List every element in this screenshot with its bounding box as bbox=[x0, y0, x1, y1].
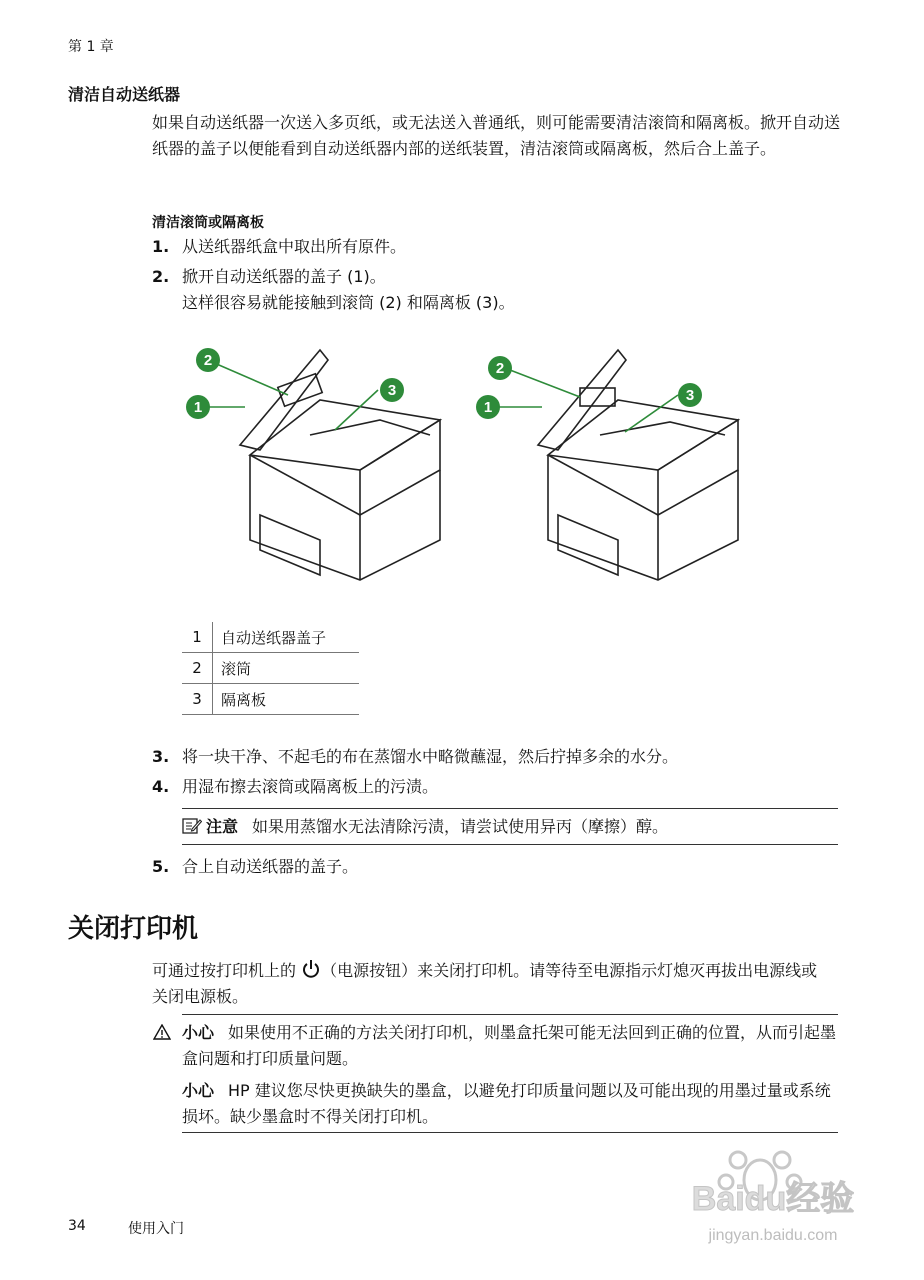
step-number: 1. bbox=[152, 237, 170, 256]
callout-number: 2 bbox=[203, 352, 213, 369]
step-2-detail: 这样很容易就能接触到滚筒 (2) 和隔离板 (3)。 bbox=[182, 293, 515, 312]
footer-label: 使用入门 bbox=[128, 1221, 184, 1237]
legend-number: 2 bbox=[182, 653, 213, 684]
page-number: 34 bbox=[68, 1218, 86, 1234]
printer-right bbox=[538, 350, 738, 580]
step-text: 掀开自动送纸器的盖子 (1)。 bbox=[182, 267, 386, 286]
chapter-label: 第 1 章 bbox=[68, 39, 114, 55]
step-5 bbox=[152, 854, 358, 880]
step-text: 从送纸器纸盒中取出所有原件。 bbox=[182, 237, 407, 256]
callout-number: 2 bbox=[495, 360, 505, 377]
legend-label: 滚筒 bbox=[213, 653, 360, 684]
callout-legend-table bbox=[182, 622, 359, 715]
step-text: 合上自动送纸器的盖子。 bbox=[182, 857, 359, 876]
caution-label: 小心 bbox=[182, 1023, 215, 1042]
step-4 bbox=[152, 774, 438, 800]
callout-number: 3 bbox=[685, 387, 695, 404]
power-icon bbox=[301, 959, 321, 979]
note-pencil-icon bbox=[182, 817, 202, 835]
caution-text: 如果使用不正确的方法关闭打印机，则墨盒托架可能无法回到正确的位置，从而引起墨盒问题和打印质量问题。 bbox=[182, 1023, 837, 1068]
warning-icon bbox=[153, 1024, 171, 1040]
legend-number: 3 bbox=[182, 684, 213, 715]
callout-2-left bbox=[196, 348, 220, 372]
step-number: 5. bbox=[152, 857, 170, 876]
callout-1-left bbox=[186, 395, 210, 419]
adf-illustration bbox=[170, 340, 770, 590]
step-2 bbox=[152, 264, 386, 290]
note-label: 注意 bbox=[206, 817, 239, 836]
step-1 bbox=[152, 234, 406, 260]
callout-3-right bbox=[678, 383, 702, 407]
note-top-rule bbox=[182, 808, 838, 809]
table-row bbox=[182, 622, 359, 653]
step-3 bbox=[152, 744, 678, 770]
section-title: 清洁自动送纸器 bbox=[68, 85, 181, 104]
intro-text-before: 可通过按打印机上的 bbox=[152, 961, 297, 980]
printer-left bbox=[240, 350, 440, 580]
svg-text:Baidu经验: Baidu经验 bbox=[691, 1180, 855, 1218]
note-box bbox=[182, 814, 668, 840]
caution-1 bbox=[182, 1020, 842, 1072]
intro-text-after: （电源按钮）来关闭打印机。请等待至电源指示灯熄灭再拔出电源线或关闭电源板。 bbox=[152, 961, 818, 1006]
caution-label: 小心 bbox=[182, 1081, 215, 1100]
note-text: 如果用蒸馏水无法清除污渍，请尝试使用异丙（摩擦）醇。 bbox=[252, 817, 669, 836]
callout-2-right bbox=[488, 356, 512, 380]
subsection-title: 清洁滚筒或隔离板 bbox=[152, 215, 264, 231]
note-bottom-rule bbox=[182, 844, 838, 845]
baidu-jingyan-watermark bbox=[668, 1140, 878, 1250]
step-number: 2. bbox=[152, 267, 170, 286]
step-number: 3. bbox=[152, 747, 170, 766]
caution-2 bbox=[182, 1078, 842, 1130]
callout-1-right bbox=[476, 395, 500, 419]
table-row bbox=[182, 684, 359, 715]
legend-label: 自动送纸器盖子 bbox=[213, 622, 360, 653]
legend-number: 1 bbox=[182, 622, 213, 653]
shutdown-title: 关闭打印机 bbox=[68, 914, 199, 944]
step-text: 将一块干净、不起毛的布在蒸馏水中略微蘸湿，然后拧掉多余的水分。 bbox=[182, 747, 679, 766]
table-row bbox=[182, 653, 359, 684]
callout-number: 1 bbox=[193, 399, 203, 416]
callout-3-left bbox=[380, 378, 404, 402]
shutdown-intro bbox=[152, 958, 832, 1010]
svg-text:jingyan.baidu.com: jingyan.baidu.com bbox=[708, 1227, 838, 1244]
step-text: 用湿布擦去滚筒或隔离板上的污渍。 bbox=[182, 777, 439, 796]
callout-number: 1 bbox=[483, 399, 493, 416]
caution-text: HP 建议您尽快更换缺失的墨盒，以避免打印质量问题以及可能出现的用墨过量或系统损坏。缺少墨盒时不得关闭打印机。 bbox=[182, 1081, 831, 1126]
section-intro: 如果自动送纸器一次送入多页纸，或无法送入普通纸，则可能需要清洁滚筒和隔离板。掀开自动送纸器的盖子以便能看到自动送纸器内部的送纸装置，清洁滚筒或隔离板，然后合上盖子。 bbox=[152, 113, 841, 158]
step-number: 4. bbox=[152, 777, 170, 796]
caution-bottom-rule bbox=[182, 1132, 838, 1133]
callout-number: 3 bbox=[387, 382, 397, 399]
caution-top-rule bbox=[182, 1014, 838, 1015]
legend-label: 隔离板 bbox=[213, 684, 360, 715]
